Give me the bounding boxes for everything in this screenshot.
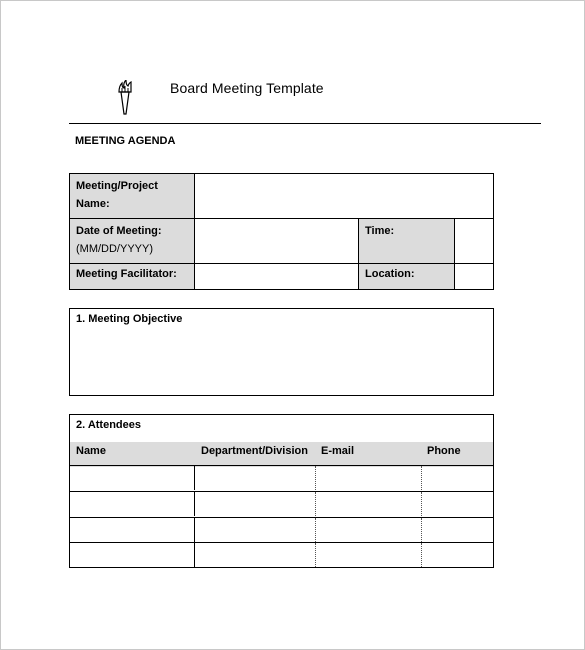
project-name-field[interactable] bbox=[195, 174, 493, 219]
attendee-row bbox=[70, 465, 493, 490]
attendee-email-cell[interactable] bbox=[316, 492, 422, 516]
location-field[interactable] bbox=[455, 264, 493, 289]
date-label-cell bbox=[70, 219, 195, 264]
date-field[interactable] bbox=[195, 219, 359, 264]
attendee-email-cell[interactable] bbox=[316, 543, 422, 567]
facilitator-label-cell bbox=[70, 264, 195, 289]
attendee-department-cell[interactable] bbox=[195, 492, 316, 516]
attendee-name-cell[interactable] bbox=[70, 466, 195, 490]
objective-label: 1. Meeting Objective bbox=[76, 313, 183, 325]
date-label-line1: Date of Meeting: bbox=[76, 225, 162, 237]
attendee-department-cell[interactable] bbox=[195, 518, 316, 542]
facilitator-field[interactable] bbox=[195, 264, 359, 289]
attendee-phone-cell[interactable] bbox=[422, 492, 493, 516]
time-field[interactable] bbox=[455, 219, 493, 264]
attendee-email-cell[interactable] bbox=[316, 466, 422, 490]
attendee-department-cell[interactable] bbox=[195, 466, 316, 490]
torch-icon bbox=[113, 80, 137, 116]
attendee-name-cell[interactable] bbox=[70, 543, 195, 567]
meeting-info-table bbox=[69, 173, 494, 290]
project-name-label-cell bbox=[70, 174, 195, 219]
project-name-label-line1: Meeting/Project bbox=[76, 180, 158, 192]
attendees-section bbox=[69, 414, 494, 568]
attendee-department-cell[interactable] bbox=[195, 543, 316, 567]
attendee-row bbox=[70, 491, 493, 516]
facilitator-label: Meeting Facilitator: bbox=[76, 268, 177, 280]
location-label: Location: bbox=[365, 268, 415, 280]
attendee-phone-cell[interactable] bbox=[422, 466, 493, 490]
attendee-row bbox=[70, 542, 493, 567]
column-header-email: E-mail bbox=[321, 445, 355, 457]
column-header-department: Department/Division bbox=[201, 445, 308, 457]
meeting-objective-section[interactable] bbox=[69, 308, 494, 396]
agenda-heading: MEETING AGENDA bbox=[75, 135, 176, 147]
column-header-phone: Phone bbox=[427, 445, 461, 457]
attendees-label: 2. Attendees bbox=[76, 419, 142, 431]
title-divider bbox=[69, 123, 541, 124]
attendee-phone-cell[interactable] bbox=[422, 543, 493, 567]
time-label-cell bbox=[359, 219, 455, 264]
attendee-name-cell[interactable] bbox=[70, 518, 195, 542]
date-label-line2: (MM/DD/YYYY) bbox=[76, 243, 153, 255]
project-name-label-line2: Name: bbox=[76, 198, 110, 210]
attendees-header-row bbox=[70, 442, 493, 467]
time-label: Time: bbox=[365, 225, 395, 237]
column-header-name: Name bbox=[76, 445, 106, 457]
attendee-email-cell[interactable] bbox=[316, 518, 422, 542]
attendee-name-cell[interactable] bbox=[70, 492, 195, 516]
attendee-row bbox=[70, 517, 493, 542]
attendee-phone-cell[interactable] bbox=[422, 518, 493, 542]
location-label-cell bbox=[359, 264, 455, 289]
document-title: Board Meeting Template bbox=[170, 80, 324, 96]
